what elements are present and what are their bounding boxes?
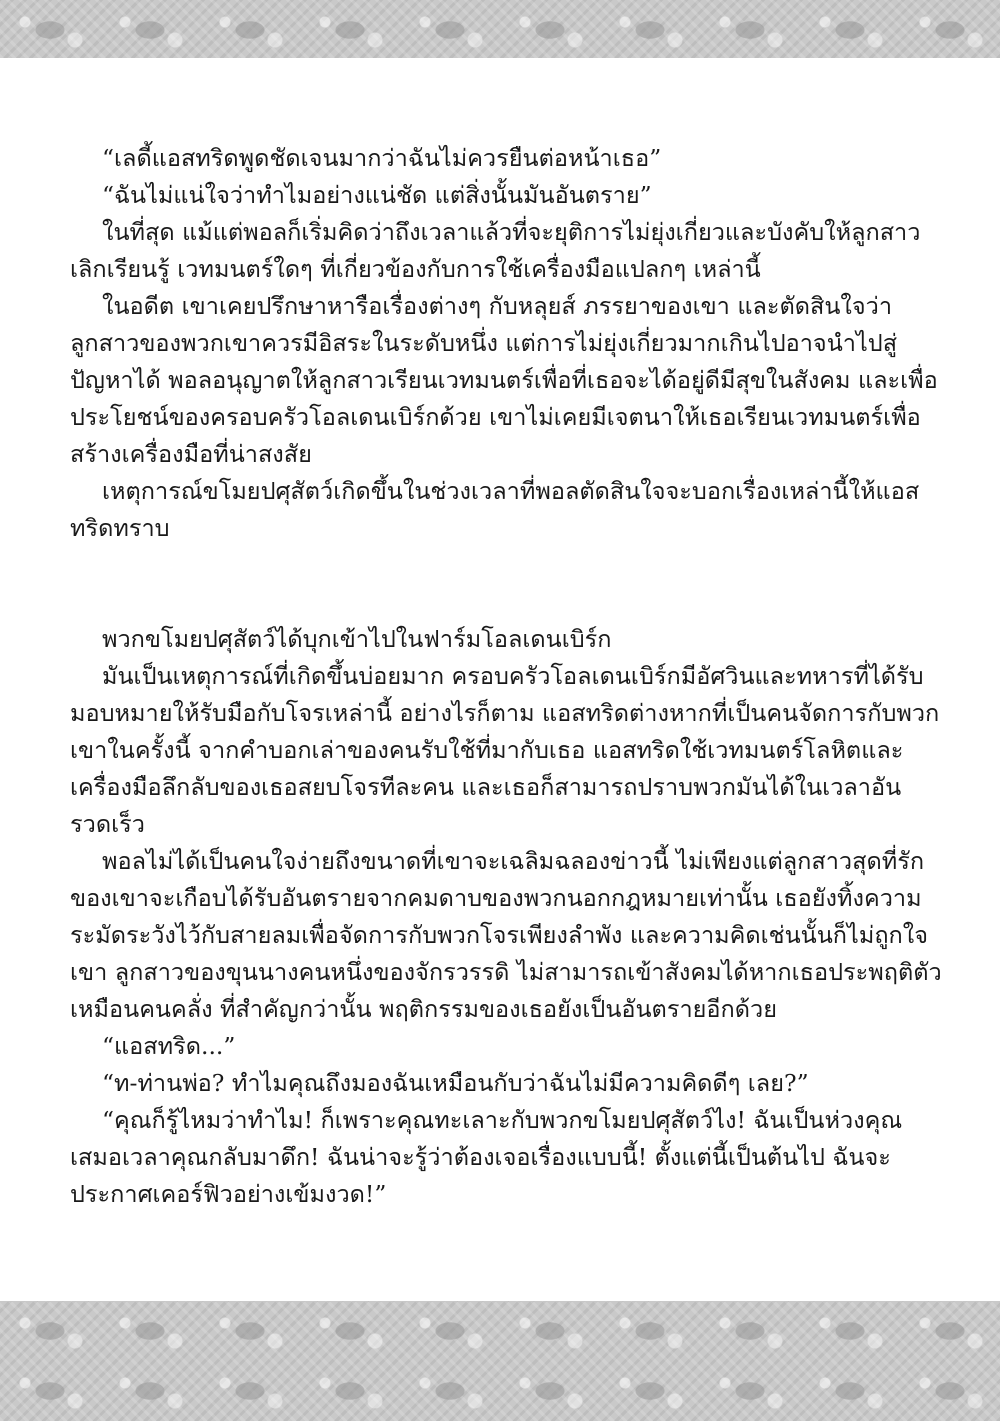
paragraph: “คุณก็รู้ไหมว่าทำไม! ก็เพราะคุณทะเลาะกับพวกขโมยปศุสัตว์ไง! ฉันเป็นห่วงคุณเสมอเวลาคุณกลับมาดึก! ฉันน่าจะรู้ว่าต้องเจอเรื่องแบบนี้! ตั้งแต่นี้เป็นต้นไป ฉันจะประกาศเคอร์ฟิวอย่างเข้มงวด!” [70, 1106, 903, 1208]
paragraph: พวกขโมยปศุสัตว์ได้บุกเข้าไปในฟาร์มโอลเดนเบิร์ก [102, 625, 612, 653]
page-body [70, 140, 950, 1213]
paragraph: “เลดี้แอสทริดพูดชัดเจนมากว่าฉันไม่ควรยืนต่อหน้าเธอ” [102, 144, 662, 172]
paragraph: พอลไม่ได้เป็นคนใจง่ายถึงขนาดที่เขาจะเฉลิมฉลองข่าวนี้ ไม่เพียงแต่ลูกสาวสุดที่รักของเขาจะเกือบได้รับอันตรายจากคมดาบของพวกนอกกฎหมายเท่านั้น เธอยังทิ้งความระมัดระวังไว้กับสายลมเพื่อจัดการกับพวกโจรเพียงลำพัง และความคิดเช่นนั้นก็ไม่ถูกใจเขา ลูกสาวของขุนนางคนหนึ่งของจักรวรรดิ ไม่สามารถเข้าสังคมได้หากเธอประพฤติตัวเหมือนคนคลั่ง ที่สำคัญกว่านั้น พฤติกรรมของเธอยังเป็นอันตรายอีกด้วย [70, 847, 942, 1023]
ornamental-border-top [0, 0, 1000, 58]
paragraph: “แอสทริด...” [102, 1032, 236, 1060]
paragraph: “ฉันไม่แน่ใจว่าทำไมอย่างแน่ชัด แต่สิ่งนั้นมันอันตราย” [102, 181, 652, 209]
paragraph: “ท-ท่านพ่อ? ทำไมคุณถึงมองฉันเหมือนกับว่าฉันไม่มีความคิดดีๆ เลย?” [102, 1069, 809, 1097]
paragraph: ในอดีต เขาเคยปรึกษาหารือเรื่องต่างๆ กับหลุยส์ ภรรยาของเขา และตัดสินใจว่าลูกสาวของพวกเขาควรมีอิสระในระดับหนึ่ง แต่การไม่ยุ่งเกี่ยวมากเกินไปอาจนำไปสู่ปัญหาได้ พอลอนุญาตให้ลูกสาวเรียนเวทมนตร์เพื่อที่เธอจะได้อยู่ดีมีสุขในสังคม และเพื่อประโยชน์ของครอบครัวโอลเดนเบิร์กด้วย เขาไม่เคยมีเจตนาให้เธอเรียนเวทมนตร์เพื่อสร้างเครื่องมือที่น่าสงสัย [70, 292, 938, 468]
paragraph: มันเป็นเหตุการณ์ที่เกิดขึ้นบ่อยมาก ครอบครัวโอลเดนเบิร์กมีอัศวินและทหารที่ได้รับมอบหมายให้รับมือกับโจรเหล่านี้ อย่างไรก็ตาม แอสทริดต่างหากที่เป็นคนจัดการกับพวกเขาในครั้งนี้ จากคำบอกเล่าของคนรับใช้ที่มากับเธอ แอสทริดใช้เวทมนตร์โลหิตและเครื่องมือลึกลับของเธอสยบโจรทีละคน และเธอก็สามารถปราบพวกมันได้ในเวลาอันรวดเร็ว [70, 662, 940, 838]
section-break [70, 547, 950, 621]
paragraph: เหตุการณ์ขโมยปศุสัตว์เกิดขึ้นในช่วงเวลาที่พอลตัดสินใจจะบอกเรื่องเหล่านี้ให้แอสทริดทราบ [70, 477, 920, 542]
ornamental-border-bottom [0, 1301, 1000, 1421]
paragraph: ในที่สุด แม้แต่พอลก็เริ่มคิดว่าถึงเวลาแล้วที่จะยุติการไม่ยุ่งเกี่ยวและบังคับให้ลูกสาวเลิกเรียนรู้ เวทมนตร์ใดๆ ที่เกี่ยวข้องกับการใช้เครื่องมือแปลกๆ เหล่านี้ [70, 218, 921, 283]
